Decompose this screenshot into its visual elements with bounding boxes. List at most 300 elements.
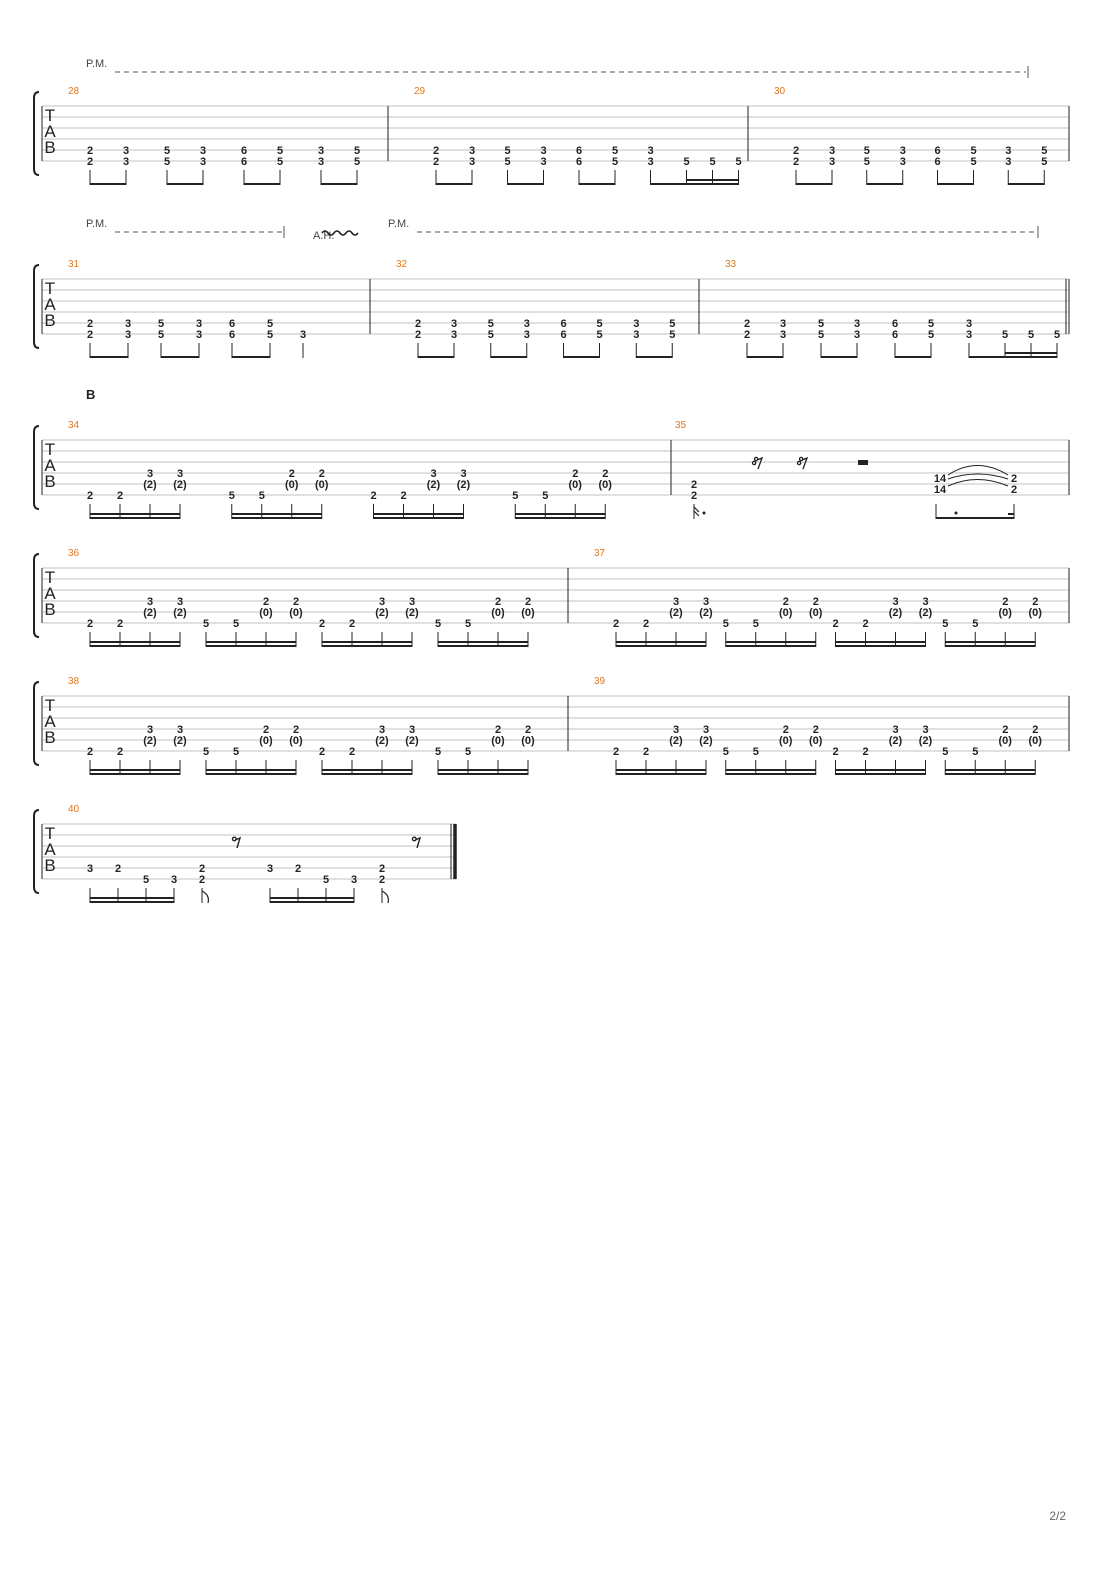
m33-beat-6-fret-1: 3 [965, 329, 973, 341]
m34-note-7-top: 2 [318, 468, 325, 480]
system-bracket-3 [34, 554, 39, 637]
measure-number-37: 37 [594, 548, 606, 559]
m28-beat-2-fret-0: 5 [163, 145, 171, 157]
m31-beat-4-fret-1: 6 [228, 329, 236, 341]
m32-beam-2-0 [564, 356, 600, 358]
m38-note-3-ghost: (2) [173, 735, 187, 747]
m40-beam-0-0 [90, 901, 174, 903]
m38-note-2-top: 3 [146, 724, 154, 736]
m33-beat-0-fret-1: 2 [743, 329, 751, 341]
m29-beam-2-0 [579, 183, 615, 185]
m40-note-0: 3 [86, 863, 94, 875]
m29-beat-7-fret-0: 5 [683, 156, 690, 168]
m37-note-6-ghost: (0) [779, 607, 793, 619]
m40-chord-flag-0 [202, 891, 208, 903]
m34-note-10-top: 3 [430, 468, 437, 480]
m33-beat-5-fret-0: 5 [927, 318, 935, 330]
m39-note-10-top: 3 [892, 724, 899, 736]
m34-note-15-top: 2 [602, 468, 609, 480]
m40-beam-1-0 [270, 901, 354, 903]
m38-note-7-top: 2 [292, 724, 300, 736]
m34-note-7-ghost: (0) [315, 479, 329, 491]
m30-beat-0-fret-0: 2 [792, 145, 800, 157]
m35-dot-2 [955, 512, 958, 515]
m31-beat-2-fret-0: 5 [157, 318, 165, 330]
m34-note-9: 2 [400, 490, 407, 502]
measure-number-30: 30 [774, 86, 786, 97]
m37-note-9: 2 [862, 618, 869, 630]
m30-beat-3-fret-0: 3 [899, 145, 906, 157]
m38-note-5: 5 [232, 746, 240, 758]
m39-note-5: 5 [752, 746, 759, 758]
m36-note-10-ghost: (2) [375, 607, 389, 619]
tab-clef-a-1: A [44, 295, 56, 314]
m40-beam-0-1 [90, 897, 174, 899]
m34-note-3-top: 3 [176, 468, 184, 480]
m28-beam-3-0 [321, 183, 357, 185]
m37-note-12: 5 [942, 618, 949, 630]
m38-beam-1-1 [206, 769, 296, 771]
m37-beam-2-1 [836, 641, 926, 643]
m36-note-12: 5 [434, 618, 442, 630]
m36-note-3-ghost: (2) [173, 607, 187, 619]
m35-rest-16th-1 [753, 457, 763, 469]
page-number: 2/2 [1049, 1509, 1066, 1523]
tab-clef-t-5: T [44, 824, 56, 843]
m33-beam-3b-1 [1005, 352, 1057, 354]
m34-beam-2-1 [374, 513, 464, 515]
system-bracket-0 [34, 92, 39, 175]
m36-beam-1-0 [206, 645, 296, 647]
m38-note-3-top: 3 [176, 724, 184, 736]
m36-beam-0-0 [90, 645, 180, 647]
m38-note-11-top: 3 [408, 724, 416, 736]
m31-beat-4-fret-0: 6 [228, 318, 236, 330]
m39-note-1: 2 [642, 746, 650, 758]
measure-number-40: 40 [68, 804, 80, 815]
tab-clef-a-2: A [44, 456, 56, 475]
m38-note-0: 2 [86, 746, 94, 758]
m30-beat-4-fret-0: 6 [934, 145, 941, 157]
m38-beam-2-0 [322, 773, 412, 775]
m36-note-6-top: 2 [262, 596, 270, 608]
m37-note-10-ghost: (2) [888, 607, 903, 619]
m35-slur-2 [948, 474, 1008, 479]
m39-note-7-top: 2 [812, 724, 819, 736]
m38-note-9: 2 [348, 746, 356, 758]
m37-note-2-top: 3 [672, 596, 680, 608]
m32-beat-3-fret-0: 3 [523, 318, 530, 330]
system-bracket-5 [34, 810, 39, 893]
m29-beat-6-fret-1: 3 [647, 156, 654, 168]
m32-beat-6-fret-0: 3 [633, 318, 640, 330]
m30-beam-2-0 [938, 183, 974, 185]
harmonic-label: A.H. [313, 230, 335, 242]
m28-beat-7-fret-0: 5 [353, 145, 361, 157]
m34-note-11-top: 3 [460, 468, 467, 480]
m34-beam-0-0 [90, 517, 180, 519]
m29-beat-3-fret-1: 3 [540, 156, 547, 168]
m38-beam-0-1 [90, 769, 180, 771]
m28-beat-3-fret-0: 3 [199, 145, 207, 157]
m35-rest-16th-2 [798, 457, 808, 469]
m34-note-8: 2 [370, 490, 377, 502]
section-marker-b: B [86, 387, 96, 402]
m30-beat-7-fret-0: 5 [1041, 145, 1048, 157]
m33-beat-8-fret-0: 5 [1027, 329, 1035, 341]
m29-beat-0-fret-0: 2 [432, 145, 440, 157]
m29-beat-8-fret-0: 5 [709, 156, 716, 168]
m38-note-7-ghost: (0) [289, 735, 303, 747]
m37-beam-1-1 [726, 641, 816, 643]
m33-beat-5-fret-1: 5 [927, 329, 935, 341]
m30-beam-1-0 [867, 183, 903, 185]
m37-note-10-top: 3 [892, 596, 899, 608]
system-bracket-2 [34, 426, 39, 509]
measure-number-29: 29 [414, 86, 426, 97]
m34-note-4: 5 [228, 490, 235, 502]
m32-beam-0-0 [418, 356, 454, 358]
m39-note-9: 2 [862, 746, 869, 758]
tab-clef-t-3: T [44, 568, 56, 587]
m30-beat-4-fret-1: 6 [934, 156, 941, 168]
m33-beam-1-0 [821, 356, 857, 358]
m34-beam-0-1 [90, 513, 180, 515]
m31-beat-1-fret-1: 3 [124, 329, 132, 341]
m39-note-2-top: 3 [672, 724, 680, 736]
m37-note-15-ghost: (0) [1028, 607, 1042, 619]
m39-note-3-top: 3 [702, 724, 710, 736]
m33-beat-1-fret-1: 3 [779, 329, 787, 341]
m28-beat-1-fret-1: 3 [122, 156, 130, 168]
measure-number-31: 31 [68, 259, 80, 270]
m37-note-11-top: 3 [922, 596, 929, 608]
m36-note-1: 2 [116, 618, 124, 630]
m32-beam-1-0 [491, 356, 527, 358]
m34-note-12: 5 [512, 490, 519, 502]
m39-note-3-ghost: (2) [699, 735, 713, 747]
m36-beam-2-0 [322, 645, 412, 647]
m34-beam-3-1 [515, 513, 605, 515]
m33-beat-4-fret-0: 6 [891, 318, 899, 330]
m29-beat-4-fret-1: 6 [575, 156, 583, 168]
m36-note-0: 2 [86, 618, 94, 630]
m37-note-7-top: 2 [812, 596, 819, 608]
m30-beat-5-fret-1: 5 [970, 156, 977, 168]
m36-note-6-ghost: (0) [259, 607, 273, 619]
m35-chord2-b: 14 [933, 484, 947, 496]
m38-note-6-ghost: (0) [259, 735, 273, 747]
m33-beam-0-0 [747, 356, 783, 358]
m29-beam-3b-0 [687, 183, 739, 185]
m28-beat-7-fret-1: 5 [353, 156, 361, 168]
m36-beam-0-1 [90, 641, 180, 643]
m38-note-10-ghost: (2) [375, 735, 389, 747]
m33-beat-2-fret-0: 5 [817, 318, 825, 330]
m29-beam-0-0 [436, 183, 472, 185]
m38-note-14-top: 2 [494, 724, 502, 736]
m32-beat-4-fret-0: 6 [560, 318, 567, 330]
m38-note-4: 5 [202, 746, 210, 758]
m38-note-15-ghost: (0) [521, 735, 535, 747]
m32-beat-5-fret-1: 5 [596, 329, 603, 341]
m34-note-6-top: 2 [288, 468, 295, 480]
m36-note-7-top: 2 [292, 596, 300, 608]
m36-note-4: 5 [202, 618, 210, 630]
m31-beam-2-0 [232, 356, 270, 358]
m37-beam-2-0 [836, 645, 926, 647]
m38-beam-1-0 [206, 773, 296, 775]
m36-note-10-top: 3 [378, 596, 386, 608]
measure-number-39: 39 [594, 676, 606, 687]
m38-note-8: 2 [318, 746, 326, 758]
m30-beat-3-fret-1: 3 [899, 156, 906, 168]
system-bracket-1 [34, 265, 39, 348]
tab-clef-a-3: A [44, 584, 56, 603]
m37-note-4: 5 [722, 618, 729, 630]
m28-beat-0-fret-1: 2 [86, 156, 94, 168]
m34-beam-1-0 [232, 517, 322, 519]
m32-beat-2-fret-0: 5 [487, 318, 494, 330]
m28-beat-4-fret-1: 6 [240, 156, 248, 168]
m39-note-7-ghost: (0) [809, 735, 823, 747]
m31-beam-1-0 [161, 356, 199, 358]
m35-half-rest [858, 460, 868, 465]
m31-beam-0-0 [90, 356, 128, 358]
m28-beat-6-fret-1: 3 [317, 156, 325, 168]
m32-beat-0-fret-1: 2 [414, 329, 422, 341]
m38-note-1: 2 [116, 746, 124, 758]
m38-note-13: 5 [464, 746, 472, 758]
m29-beat-4-fret-0: 6 [575, 145, 583, 157]
tab-clef-b-4: B [44, 728, 56, 747]
m39-beam-0-1 [616, 769, 706, 771]
m35-slur-3 [948, 480, 1008, 487]
tab-clef-b-2: B [44, 472, 56, 491]
m36-beam-3-1 [438, 641, 528, 643]
m29-beat-3-fret-0: 3 [540, 145, 547, 157]
m30-beat-2-fret-0: 5 [863, 145, 870, 157]
m36-note-15-ghost: (0) [521, 607, 535, 619]
m31-beat-3-fret-1: 3 [195, 329, 203, 341]
m36-note-14-top: 2 [494, 596, 502, 608]
m38-beam-0-0 [90, 773, 180, 775]
m37-note-7-ghost: (0) [809, 607, 823, 619]
m40-note-8: 3 [350, 874, 358, 886]
m36-beam-2-1 [322, 641, 412, 643]
m28-beam-0-0 [90, 183, 126, 185]
measure-number-28: 28 [68, 86, 80, 97]
tab-clef-b-0: B [44, 138, 56, 157]
m39-beam-2-0 [836, 773, 926, 775]
m36-note-11-top: 3 [408, 596, 416, 608]
m29-beat-1-fret-1: 3 [468, 156, 476, 168]
m38-note-6-top: 2 [262, 724, 270, 736]
m33-beat-4-fret-1: 6 [891, 329, 899, 341]
m28-beat-0-fret-0: 2 [86, 145, 94, 157]
m34-note-6-ghost: (0) [285, 479, 299, 491]
m31-beat-1-fret-0: 3 [124, 318, 132, 330]
m29-beat-9-fret-0: 5 [735, 156, 742, 168]
m36-beam-1-1 [206, 641, 296, 643]
m39-beam-3-1 [945, 769, 1035, 771]
m39-beam-1-0 [726, 773, 816, 775]
m34-note-3-ghost: (2) [173, 479, 187, 491]
m30-beat-1-fret-0: 3 [828, 145, 836, 157]
tab-clef-t-2: T [44, 440, 56, 459]
m39-note-15-top: 2 [1032, 724, 1039, 736]
m28-beat-5-fret-1: 5 [276, 156, 284, 168]
m32-beat-1-fret-1: 3 [450, 329, 458, 341]
m28-beat-5-fret-0: 5 [276, 145, 284, 157]
m31-beat-6-fret-0: 3 [299, 329, 307, 341]
tab-clef-a-5: A [44, 840, 56, 859]
m39-note-4: 5 [722, 746, 729, 758]
measure-number-35: 35 [675, 420, 687, 431]
m39-note-11-top: 3 [922, 724, 929, 736]
measure-number-36: 36 [68, 548, 80, 559]
m28-beat-1-fret-0: 3 [122, 145, 130, 157]
m40-note-3: 3 [170, 874, 178, 886]
m33-beat-6-fret-0: 3 [965, 318, 973, 330]
measure-number-33: 33 [725, 259, 737, 270]
m39-note-6-ghost: (0) [779, 735, 793, 747]
m38-note-2-ghost: (2) [143, 735, 157, 747]
m32-beat-6-fret-1: 3 [633, 329, 640, 341]
m33-beat-1-fret-0: 3 [779, 318, 787, 330]
m39-note-11-ghost: (2) [918, 735, 933, 747]
m30-beat-6-fret-1: 3 [1005, 156, 1012, 168]
m40-note-2: 5 [142, 874, 150, 886]
m32-beat-4-fret-1: 6 [560, 329, 567, 341]
m36-note-7-ghost: (0) [289, 607, 303, 619]
tab-clef-a-4: A [44, 712, 56, 731]
m35-chord3-a: 2 [1010, 473, 1018, 485]
m31-beat-0-fret-0: 2 [86, 318, 94, 330]
m38-beam-3-1 [438, 769, 528, 771]
m31-beat-0-fret-1: 2 [86, 329, 94, 341]
m32-beat-1-fret-0: 3 [450, 318, 458, 330]
m37-note-0: 2 [612, 618, 620, 630]
m31-beat-5-fret-0: 5 [266, 318, 274, 330]
m40-note-1: 2 [114, 863, 122, 875]
m36-note-9: 2 [348, 618, 356, 630]
m37-beam-3-1 [945, 641, 1035, 643]
m36-note-2-ghost: (2) [143, 607, 157, 619]
m36-note-5: 5 [232, 618, 240, 630]
tab-clef-t-1: T [44, 279, 56, 298]
tab-clef-a-0: A [44, 122, 56, 141]
m37-beam-0-0 [616, 645, 706, 647]
m33-beat-3-fret-0: 3 [853, 318, 861, 330]
m39-note-6-top: 2 [782, 724, 789, 736]
m34-note-5: 5 [258, 490, 265, 502]
m31-beat-3-fret-0: 3 [195, 318, 203, 330]
m37-note-5: 5 [752, 618, 759, 630]
measure-number-38: 38 [68, 676, 80, 687]
m37-note-2-ghost: (2) [669, 607, 683, 619]
m39-beam-1-1 [726, 769, 816, 771]
tab-clef-b-5: B [44, 856, 56, 875]
m35-dot-1 [703, 512, 706, 515]
m37-beam-0-1 [616, 641, 706, 643]
m37-note-8: 2 [832, 618, 839, 630]
system-bracket-4 [34, 682, 39, 765]
m34-note-15-ghost: (0) [598, 479, 612, 491]
m34-note-0: 2 [86, 490, 94, 502]
m30-beam-3-0 [1008, 183, 1044, 185]
m36-note-2-top: 3 [146, 596, 154, 608]
m36-beam-3-0 [438, 645, 528, 647]
m37-note-3-top: 3 [702, 596, 710, 608]
m39-note-14-ghost: (0) [998, 735, 1012, 747]
m39-note-13: 5 [972, 746, 979, 758]
m30-beat-5-fret-0: 5 [970, 145, 977, 157]
m36-note-8: 2 [318, 618, 326, 630]
m28-beam-1-0 [167, 183, 203, 185]
m39-beam-2-1 [836, 769, 926, 771]
m35-beam-a-0 [936, 517, 1014, 519]
m32-beat-0-fret-0: 2 [414, 318, 422, 330]
m37-beam-3-0 [945, 645, 1035, 647]
tab-clef-t-4: T [44, 696, 56, 715]
m34-note-13: 5 [542, 490, 549, 502]
tab-clef-t-0: T [44, 106, 56, 125]
m33-beat-3-fret-1: 3 [853, 329, 861, 341]
m37-note-15-top: 2 [1032, 596, 1039, 608]
m39-note-12: 5 [942, 746, 949, 758]
m40-chord-0-b: 2 [198, 874, 206, 886]
m37-beam-1-0 [726, 645, 816, 647]
m32-beat-7-fret-1: 5 [669, 329, 676, 341]
m29-beat-2-fret-0: 5 [504, 145, 511, 157]
m30-beam-0-0 [796, 183, 832, 185]
m39-beam-0-0 [616, 773, 706, 775]
m30-beat-6-fret-0: 3 [1005, 145, 1012, 157]
measure-number-34: 34 [68, 420, 80, 431]
m39-note-2-ghost: (2) [669, 735, 683, 747]
m40-note-5: 3 [266, 863, 274, 875]
m34-note-10-ghost: (2) [426, 479, 441, 491]
m28-beat-6-fret-0: 3 [317, 145, 325, 157]
tab-clef-b-3: B [44, 600, 56, 619]
m34-beam-1-1 [232, 513, 322, 515]
m33-beat-7-fret-0: 5 [1001, 329, 1009, 341]
m37-note-6-top: 2 [782, 596, 789, 608]
m38-beam-2-1 [322, 769, 412, 771]
m36-note-3-top: 3 [176, 596, 184, 608]
m34-note-2-ghost: (2) [143, 479, 157, 491]
m29-beat-2-fret-1: 5 [504, 156, 511, 168]
m39-note-14-top: 2 [1002, 724, 1009, 736]
m35-chord1-a: 2 [690, 479, 698, 491]
m33-beat-9-fret-0: 5 [1053, 329, 1061, 341]
m32-beat-7-fret-0: 5 [669, 318, 676, 330]
m32-beat-5-fret-0: 5 [596, 318, 603, 330]
m40-chord-1-b: 2 [378, 874, 386, 886]
m36-note-14-ghost: (0) [491, 607, 505, 619]
m30-beat-7-fret-1: 5 [1041, 156, 1048, 168]
m29-beam-1-0 [508, 183, 544, 185]
m37-note-3-ghost: (2) [699, 607, 713, 619]
m32-beat-2-fret-1: 5 [487, 329, 494, 341]
m37-note-14-top: 2 [1002, 596, 1009, 608]
m35-flag-1 [694, 507, 699, 516]
m29-beat-1-fret-0: 3 [468, 145, 476, 157]
measure-number-32: 32 [396, 259, 408, 270]
m40-note-7: 5 [322, 874, 330, 886]
m32-beam-3-0 [636, 356, 672, 358]
